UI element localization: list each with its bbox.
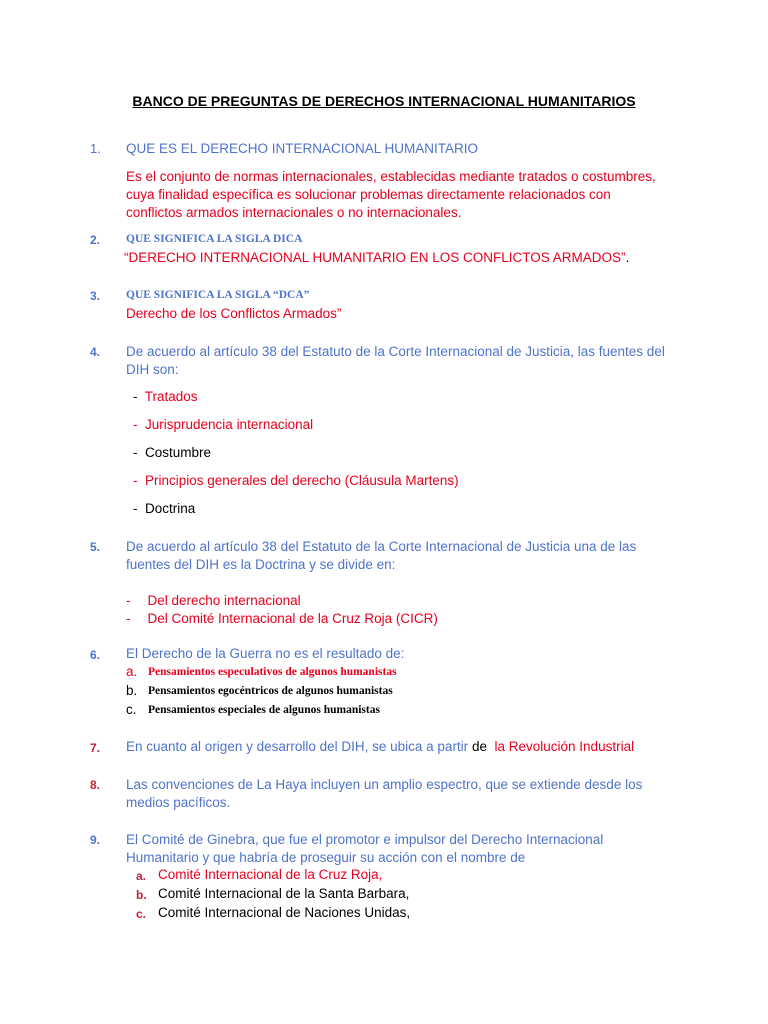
list-item xyxy=(133,417,313,432)
list-item xyxy=(126,593,301,608)
question-2-text: QUE SIGNIFICA LA SIGLA DICA xyxy=(126,233,303,245)
question-1-number: 1. xyxy=(90,141,101,156)
option-b-letter: b. xyxy=(136,888,147,902)
option-c-letter: c. xyxy=(126,702,137,717)
option-a-text: Pensamientos especulativos de algunos humanistas xyxy=(148,666,397,678)
question-6-text: El Derecho de la Guerra no es el resultado de: xyxy=(126,646,405,661)
question-2-answer: “DERECHO INTERNACIONAL HUMANITARIO EN LOS CONFLICTOS ARMADOS” xyxy=(124,250,626,265)
list-dash: - xyxy=(133,417,138,432)
question-3-number: 3. xyxy=(90,289,101,303)
question-7-answer: la Revolución Industrial xyxy=(494,739,635,754)
question-4-number: 4. xyxy=(90,345,101,359)
option-a-letter: a. xyxy=(126,664,138,679)
question-1-answer-line-3: conflictos armados internacionales o no internacionales. xyxy=(126,205,462,220)
question-1-text: QUE ES EL DERECHO INTERNACIONAL HUMANITARIO xyxy=(126,141,479,156)
question-2-number: 2. xyxy=(90,233,101,247)
option-a-text: Comité Internacional de la Cruz Roja, xyxy=(158,867,383,882)
question-7-text: En cuanto al origen y desarrollo del DIH, se ubica a partir xyxy=(126,739,469,754)
list-item xyxy=(133,445,211,460)
option-c-text: Pensamientos especiales de algunos humanistas xyxy=(148,704,380,716)
option-b-text: Pensamientos egocéntricos de algunos humanistas xyxy=(148,685,393,697)
question-9-text-line-2: Humanitario y que habría de proseguir su acción con el nombre de xyxy=(126,850,526,865)
question-9-text-line-1: El Comité de Ginebra, que fue el promotor e impulsor del Derecho Internacional xyxy=(126,832,604,847)
list-item xyxy=(133,473,459,488)
list-item-text: Costumbre xyxy=(145,445,212,460)
list-item xyxy=(133,501,195,516)
option-c-letter: c. xyxy=(136,907,147,921)
question-8-text-line-1: Las convenciones de La Haya incluyen un amplio espectro, que se extiende desde los xyxy=(126,777,643,792)
option-b-text: Comité Internacional de la Santa Barbara, xyxy=(158,886,410,901)
list-item-text: Principios generales del derecho (Cláusula Martens) xyxy=(145,473,459,488)
question-3-answer: Derecho de los Conflictos Armados” xyxy=(126,306,342,321)
list-item xyxy=(126,611,438,626)
question-2-answer-end: . xyxy=(625,250,630,265)
question-8-text-line-2: medios pacíficos. xyxy=(126,795,231,810)
question-7-row xyxy=(126,739,634,754)
document-title: BANCO DE PREGUNTAS DE DERECHOS INTERNACIONAL HUMANITARIOS xyxy=(132,93,636,109)
question-5-number: 5. xyxy=(90,540,101,554)
question-4-text-line-2: DIH son: xyxy=(126,362,179,377)
list-item-text: Del derecho internacional xyxy=(147,593,301,608)
option-b-letter: b. xyxy=(126,683,138,698)
question-7-number: 7. xyxy=(90,741,101,755)
question-4-text-line-1: De acuerdo al artículo 38 del Estatuto de la Corte Internacional de Justicia, las fuentes del xyxy=(126,344,665,359)
question-7-connector: de xyxy=(471,739,487,754)
question-8-number: 8. xyxy=(90,778,101,792)
option-c-text: Comité Internacional de Naciones Unidas, xyxy=(158,905,411,920)
list-item-text: Tratados xyxy=(144,389,198,404)
question-2-answer-row xyxy=(124,250,629,265)
list-dash: - xyxy=(133,389,138,404)
list-item-text: Doctrina xyxy=(145,501,196,516)
list-item xyxy=(133,389,198,404)
question-6-number: 6. xyxy=(90,648,101,662)
question-9-number: 9. xyxy=(90,833,101,847)
option-a-letter: a. xyxy=(136,869,147,883)
list-item-text: Jurisprudencia internacional xyxy=(145,417,314,432)
question-3-text: QUE SIGNIFICA LA SIGLA “DCA” xyxy=(126,289,310,301)
list-dash: - xyxy=(133,473,138,488)
list-dash: - xyxy=(133,445,138,460)
question-5-text-line-2: fuentes del DIH es la Doctrina y se divide en: xyxy=(126,557,396,572)
list-dash: - xyxy=(126,593,131,608)
question-1-answer-line-2: cuya finalidad específica es solucionar problemas directamente relacionados con xyxy=(126,187,611,202)
list-item-text: Del Comité Internacional de la Cruz Roja (CICR) xyxy=(147,611,438,626)
list-dash: - xyxy=(126,611,131,626)
question-1-answer-line-1: Es el conjunto de normas internacionales, establecidas mediante tratados o costumbres, xyxy=(126,169,656,184)
list-dash: - xyxy=(133,501,138,516)
question-5-text-line-1: De acuerdo al artículo 38 del Estatuto de la Corte Internacional de Justicia una de las xyxy=(126,539,637,554)
